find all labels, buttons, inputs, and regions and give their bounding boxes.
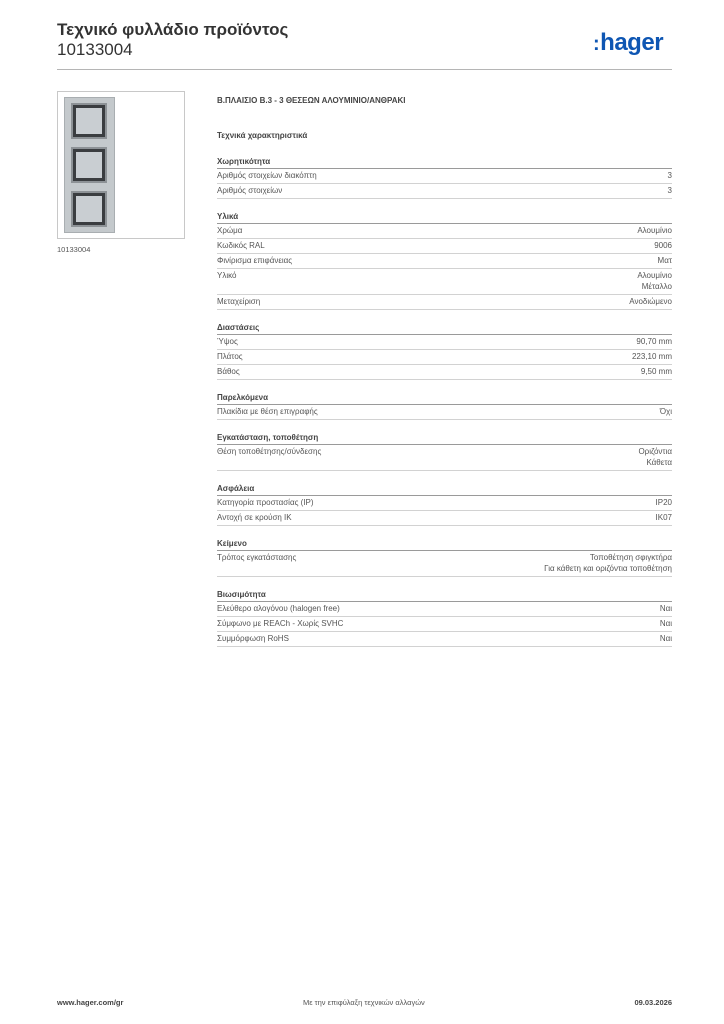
spec-value-line: Τοποθέτηση σφιγκτήρα — [589, 553, 672, 562]
spec-label: Αριθμός στοιχείων διακόπτη — [217, 171, 317, 180]
product-image — [57, 91, 185, 239]
document-header — [57, 20, 288, 60]
spec-section — [217, 433, 672, 471]
spec-row — [217, 551, 672, 577]
frame-cell — [71, 191, 107, 227]
spec-value-line: 223,10 mm — [631, 352, 672, 361]
spec-section — [217, 484, 672, 526]
spec-value — [632, 351, 672, 362]
spec-value-line: 9006 — [654, 241, 672, 250]
document-title: Τεχνικό φυλλάδιο προϊόντος — [57, 20, 289, 39]
spec-value — [656, 512, 672, 523]
frame-picture — [64, 97, 115, 233]
spec-label: Χρώμα — [217, 226, 243, 235]
spec-sections — [217, 157, 672, 647]
spec-value — [641, 366, 672, 377]
spec-label: Συμμόρφωση RoHS — [217, 634, 289, 643]
spec-value — [629, 296, 672, 307]
document-product-code: 10133004 — [57, 40, 133, 59]
spec-value — [637, 225, 672, 236]
spec-value — [544, 552, 672, 574]
footer-notice: Με την επιφύλαξη τεχνικών αλλαγών — [303, 998, 425, 1007]
spec-row — [217, 511, 672, 526]
spec-label: Υλικό — [217, 271, 237, 280]
spec-section — [217, 157, 672, 199]
spec-value — [654, 240, 672, 251]
spec-row — [217, 445, 672, 471]
spec-row — [217, 254, 672, 269]
spec-label: Πλάτος — [217, 352, 243, 361]
spec-row — [217, 496, 672, 511]
spec-row — [217, 239, 672, 254]
spec-label: Τρόπος εγκατάστασης — [217, 553, 297, 562]
spec-row — [217, 602, 672, 617]
section-title: Χωρητικότητα — [217, 157, 672, 169]
spec-row — [217, 350, 672, 365]
spec-value-line: IK07 — [655, 513, 672, 522]
spec-value — [660, 618, 672, 629]
section-title: Διαστάσεις — [217, 323, 672, 335]
spec-value — [668, 170, 672, 181]
spec-section — [217, 323, 672, 380]
image-caption: 10133004 — [57, 245, 91, 254]
spec-section — [217, 393, 672, 420]
spec-value-line: Ναι — [659, 634, 672, 643]
spec-section — [217, 590, 672, 647]
spec-value — [656, 497, 672, 508]
header-divider — [57, 69, 672, 70]
spec-value-line: 3 — [667, 186, 672, 195]
spec-value-line: Ναι — [659, 619, 672, 628]
spec-label: Θέση τοποθέτησης/σύνδεσης — [217, 447, 322, 456]
footer-website[interactable]: www.hager.com/gr — [57, 998, 124, 1007]
spec-row — [217, 184, 672, 199]
hager-logo — [593, 29, 663, 57]
product-name: B.ΠΛΑΙΣΙΟ B.3 - 3 ΘΕΣΕΩΝ ΑΛΟΥΜΙΝΙΟ/ΑΝΘΡΑΚΙ — [217, 96, 406, 105]
section-title: Ασφάλεια — [217, 484, 672, 496]
section-title: Κείμενο — [217, 539, 672, 551]
spec-value — [638, 446, 672, 468]
section-title: Βιωσιμότητα — [217, 590, 672, 602]
spec-section — [217, 539, 672, 577]
section-title: Υλικά — [217, 212, 672, 224]
spec-row — [217, 335, 672, 350]
spec-row — [217, 365, 672, 380]
spec-label: Πλακίδια με θέση επιγραφής — [217, 407, 318, 416]
spec-section — [217, 212, 672, 310]
spec-value — [660, 406, 672, 417]
spec-value-line: Αλουμίνιο — [637, 271, 672, 280]
spec-label: Ύψος — [217, 337, 238, 346]
spec-value — [637, 270, 672, 292]
spec-row — [217, 169, 672, 184]
spec-value — [660, 603, 672, 614]
spec-heading: Τεχνικά χαρακτηριστικά — [217, 131, 308, 140]
section-title: Παρελκόμενα — [217, 393, 672, 405]
spec-value-line: Οριζόντια — [638, 447, 672, 456]
spec-label: Αριθμός στοιχείων — [217, 186, 283, 195]
spec-value — [658, 255, 672, 266]
spec-row — [217, 405, 672, 420]
logo-colon-mark: : — [593, 33, 600, 55]
spec-row — [217, 224, 672, 239]
spec-value-line: Αλουμίνιο — [637, 226, 672, 235]
spec-row — [217, 295, 672, 310]
spec-value-line: Όχι — [659, 407, 672, 416]
spec-value-line: 9,50 mm — [640, 367, 672, 376]
spec-value-line: Ναι — [659, 604, 672, 613]
spec-label: Κατηγορία προστασίας (IP) — [217, 498, 314, 507]
spec-label: Αντοχή σε κρούση IK — [217, 513, 292, 522]
spec-value-line: IP20 — [655, 498, 672, 507]
spec-label: Σύμφωνο με REACh - Χωρίς SVHC — [217, 619, 344, 628]
frame-cell — [71, 147, 107, 183]
spec-value-line: 3 — [667, 171, 672, 180]
spec-value — [660, 633, 672, 644]
spec-value — [636, 336, 672, 347]
section-title: Εγκατάσταση, τοποθέτηση — [217, 433, 672, 445]
spec-label: Μεταχείριση — [217, 297, 261, 306]
spec-value — [668, 185, 672, 196]
spec-label: Ελεύθερο αλογόνου (halogen free) — [217, 604, 340, 613]
spec-row — [217, 269, 672, 295]
spec-label: Βάθος — [217, 367, 240, 376]
spec-content — [217, 96, 672, 660]
spec-row — [217, 617, 672, 632]
logo-text: hager — [600, 29, 664, 56]
frame-cell — [71, 103, 107, 139]
spec-value-line: Κάθετα — [646, 458, 672, 467]
spec-row — [217, 632, 672, 647]
spec-value-line: Μέταλλο — [641, 282, 672, 291]
spec-label: Φινίρισμα επιφάνειας — [217, 256, 293, 265]
footer-date: 09.03.2026 — [634, 998, 672, 1007]
spec-value-line: Για κάθετη και οριζόντια τοποθέτηση — [544, 564, 672, 573]
spec-value-line: 90,70 mm — [636, 337, 672, 346]
spec-value-line: Ανοδιώμενο — [629, 297, 672, 306]
spec-value-line: Ματ — [657, 256, 672, 265]
spec-label: Κωδικός RAL — [217, 241, 265, 250]
